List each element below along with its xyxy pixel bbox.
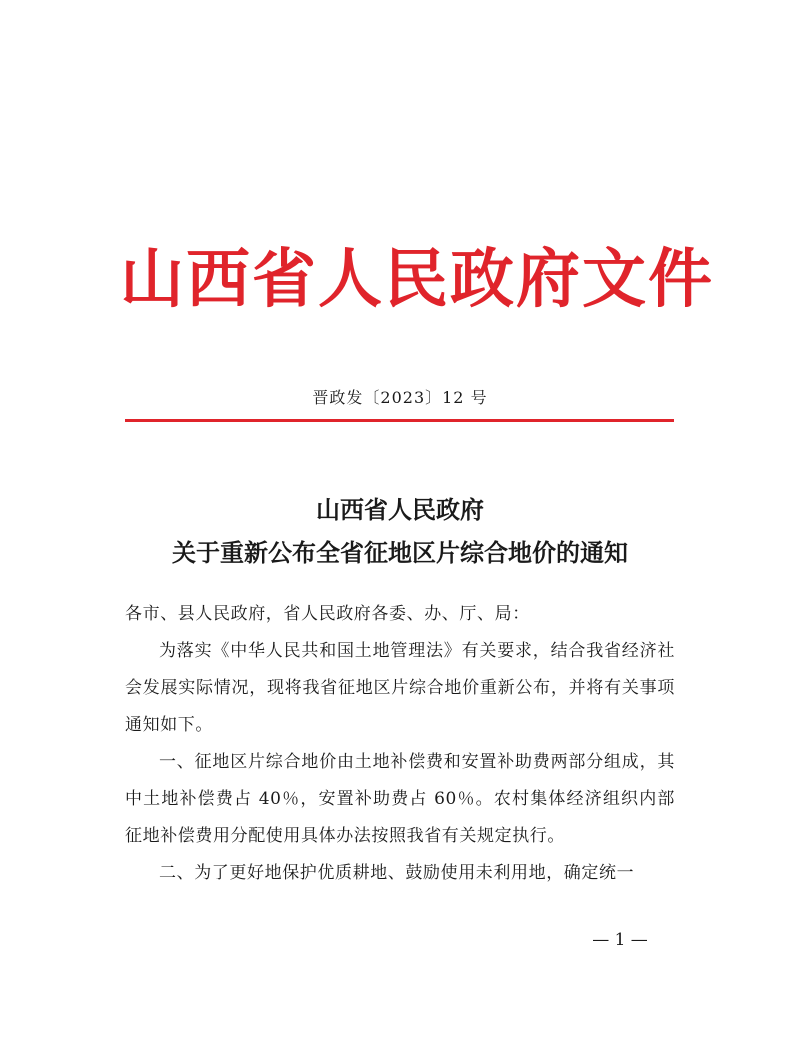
body-paragraph-2: 二、为了更好地保护优质耕地、鼓励使用未利用地，确定统一 [159, 863, 635, 883]
page-number: — 1 — [592, 930, 648, 950]
body-paragraph-1: 一、征地区片综合地价由土地补偿费和安置补助费两部分组成，其中土地补偿费占 40％，安置补助费占 60％。农村集体经济组织内部征地补偿费用分配使用具体办法按照我省有关规定执行。 [125, 752, 675, 846]
document-title-line-1: 山西省人民政府 [316, 495, 484, 524]
masthead-title: 山西省人民政府文件 [120, 242, 714, 317]
salutation: 各市、县人民政府，省人民政府各委、办、厅、局： [125, 604, 530, 624]
document-number: 晋政发〔2023〕12 号 [312, 388, 488, 407]
red-divider-line [125, 419, 674, 422]
document-body [125, 596, 675, 892]
document-title-line-2: 关于重新公布全省征地区片综合地价的通知 [172, 538, 628, 567]
body-paragraph-intro: 为落实《中华人民共和国土地管理法》有关要求，结合我省经济社会发展实际情况，现将我省征地区片综合地价重新公布，并将有关事项通知如下。 [125, 641, 675, 735]
